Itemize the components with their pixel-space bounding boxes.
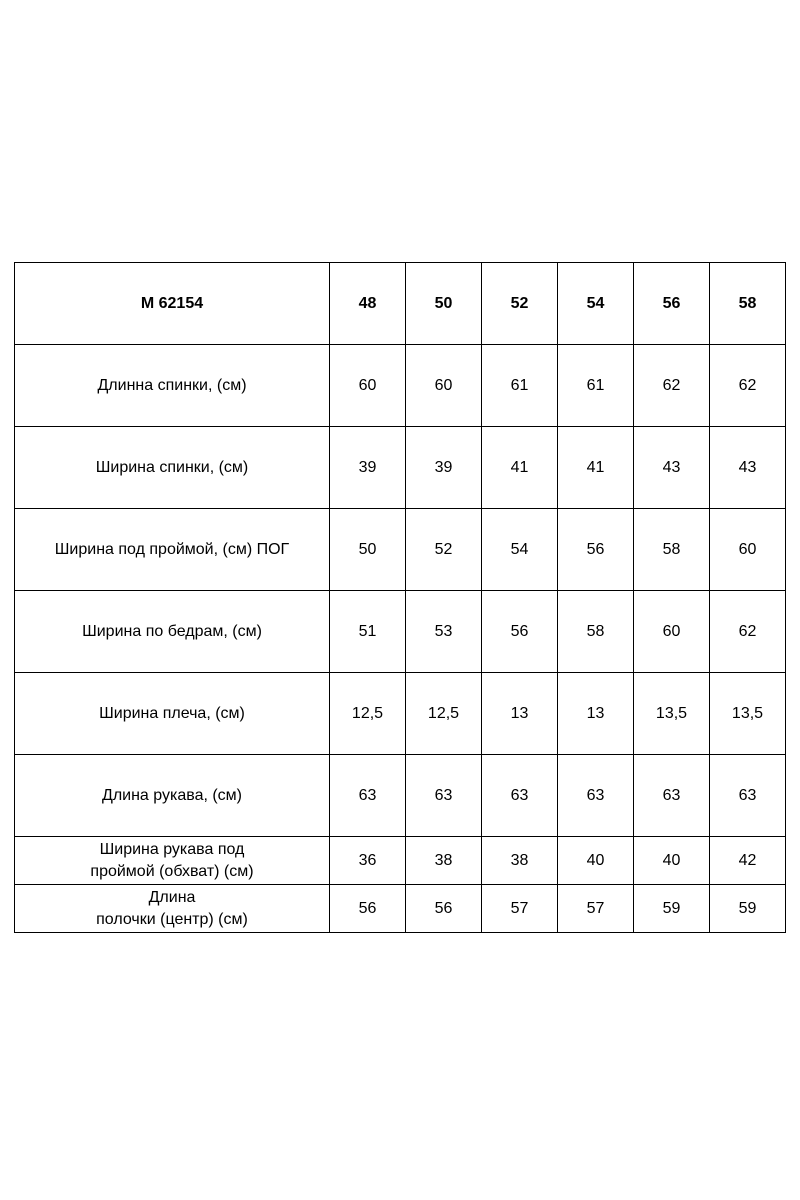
measurement-value: 57: [482, 885, 558, 933]
measurement-label: Длинна спинки, (см): [15, 345, 330, 427]
measurement-value: 53: [406, 591, 482, 673]
measurement-label: Ширина рукава под проймой (обхват) (см): [15, 837, 330, 885]
measurement-value: 52: [406, 509, 482, 591]
measurement-row: [15, 427, 786, 509]
measurement-value: 60: [330, 345, 406, 427]
size-header: 50: [406, 263, 482, 345]
measurement-row: [15, 345, 786, 427]
measurement-value: 62: [634, 345, 710, 427]
measurement-value: 13: [558, 673, 634, 755]
measurement-label: Ширина спинки, (см): [15, 427, 330, 509]
measurement-value: 38: [406, 837, 482, 885]
measurement-value: 38: [482, 837, 558, 885]
measurement-value: 58: [634, 509, 710, 591]
measurement-label: Ширина плеча, (см): [15, 673, 330, 755]
measurement-value: 62: [710, 591, 786, 673]
measurement-label: Длина рукава, (см): [15, 755, 330, 837]
measurement-value: 57: [558, 885, 634, 933]
measurement-row: [15, 673, 786, 755]
measurement-value: 40: [558, 837, 634, 885]
measurement-value: 58: [558, 591, 634, 673]
measurement-label: Ширина по бедрам, (см): [15, 591, 330, 673]
measurement-value: 12,5: [406, 673, 482, 755]
measurement-value: 40: [634, 837, 710, 885]
measurement-value: 43: [710, 427, 786, 509]
measurement-value: 39: [406, 427, 482, 509]
measurement-value: 51: [330, 591, 406, 673]
measurement-value: 59: [634, 885, 710, 933]
measurement-value: 63: [330, 755, 406, 837]
measurement-value: 12,5: [330, 673, 406, 755]
size-chart-table: [14, 262, 786, 933]
size-chart-body: [15, 263, 786, 933]
measurement-value: 59: [710, 885, 786, 933]
measurement-value: 56: [406, 885, 482, 933]
measurement-value: 36: [330, 837, 406, 885]
measurement-value: 56: [330, 885, 406, 933]
header-row: [15, 263, 786, 345]
measurement-value: 60: [710, 509, 786, 591]
measurement-value: 61: [482, 345, 558, 427]
measurement-value: 56: [558, 509, 634, 591]
measurement-value: 39: [330, 427, 406, 509]
measurement-value: 61: [558, 345, 634, 427]
measurement-value: 60: [634, 591, 710, 673]
measurement-value: 13,5: [634, 673, 710, 755]
measurement-value: 62: [710, 345, 786, 427]
measurement-value: 60: [406, 345, 482, 427]
measurement-value: 42: [710, 837, 786, 885]
measurement-value: 54: [482, 509, 558, 591]
measurement-value: 13,5: [710, 673, 786, 755]
measurement-value: 56: [482, 591, 558, 673]
measurement-row: [15, 755, 786, 837]
size-header: 48: [330, 263, 406, 345]
size-header: 56: [634, 263, 710, 345]
measurement-value: 50: [330, 509, 406, 591]
measurement-value: 63: [406, 755, 482, 837]
model-number: M 62154: [15, 263, 330, 345]
measurement-value: 63: [634, 755, 710, 837]
measurement-row: [15, 509, 786, 591]
measurement-value: 63: [710, 755, 786, 837]
size-header: 52: [482, 263, 558, 345]
measurement-value: 13: [482, 673, 558, 755]
size-header: 58: [710, 263, 786, 345]
measurement-value: 41: [482, 427, 558, 509]
measurement-row: [15, 885, 786, 933]
measurement-value: 63: [558, 755, 634, 837]
measurement-row: [15, 591, 786, 673]
measurement-value: 63: [482, 755, 558, 837]
measurement-row: [15, 837, 786, 885]
measurement-value: 43: [634, 427, 710, 509]
measurement-label: Длина полочки (центр) (см): [15, 885, 330, 933]
size-header: 54: [558, 263, 634, 345]
measurement-value: 41: [558, 427, 634, 509]
measurement-label: Ширина под проймой, (см) ПОГ: [15, 509, 330, 591]
